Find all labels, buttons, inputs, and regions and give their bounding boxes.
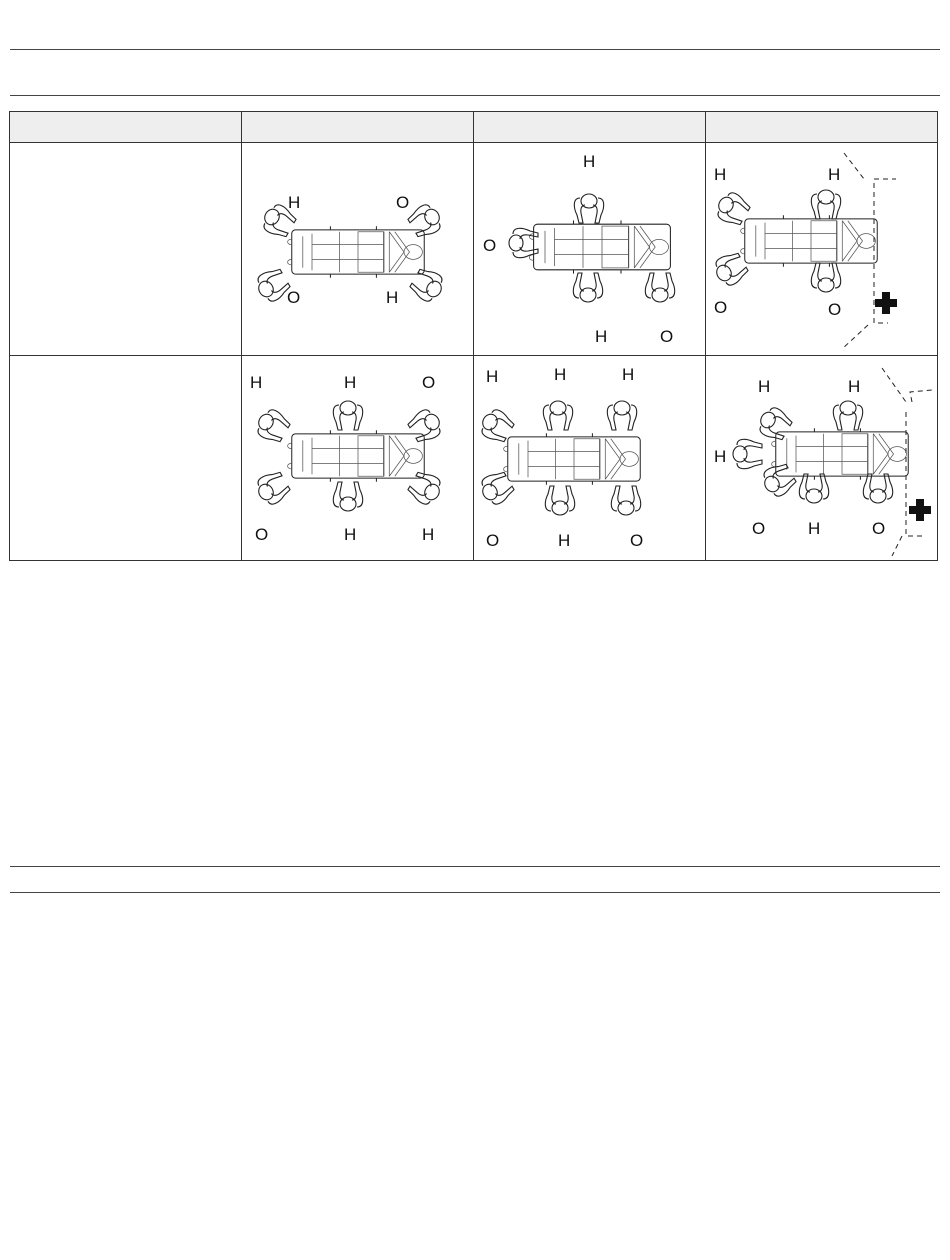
bearer-label: O <box>872 519 886 538</box>
dashed-path <box>882 368 932 556</box>
person-icon <box>574 194 603 223</box>
diagram-cell <box>242 356 474 561</box>
person-icon <box>333 401 362 430</box>
bearer-label: O <box>483 236 497 255</box>
first-aid-cross-icon <box>909 499 931 521</box>
person-icon <box>406 406 446 446</box>
bearer-label: H <box>422 525 435 544</box>
bearer-label: H <box>558 531 571 550</box>
bearer-label: O <box>752 519 766 538</box>
bearer-label: H <box>595 327 608 346</box>
person-icon <box>545 486 574 515</box>
bearer-label: O <box>486 531 500 550</box>
person-icon <box>406 468 446 508</box>
bearer-label: H <box>758 377 771 396</box>
bearer-label: O <box>660 327 674 346</box>
person-icon <box>408 265 448 305</box>
bearer-label: H <box>344 373 357 392</box>
table-row <box>10 143 938 356</box>
person-icon <box>811 190 840 219</box>
person-icon <box>543 401 572 430</box>
person-icon <box>477 406 517 446</box>
person-icon <box>573 273 602 302</box>
diagram-cell <box>474 356 706 561</box>
bearer-label: H <box>344 525 357 544</box>
person-icon <box>477 468 517 508</box>
bearer-label: H <box>250 373 263 392</box>
footer-rule-bottom <box>10 892 940 893</box>
bearer-label: H <box>808 519 821 538</box>
person-icon <box>645 273 674 302</box>
person-icon <box>833 401 862 430</box>
first-aid-cross-icon <box>875 292 897 314</box>
person-icon <box>863 474 892 503</box>
person-icon <box>406 201 446 241</box>
bearer-label: O <box>396 193 410 212</box>
stretcher-diagram <box>474 143 705 355</box>
stretcher-diagram <box>706 143 937 355</box>
bearer-label: H <box>554 365 567 384</box>
bearer-label: H <box>828 165 841 184</box>
header-cell <box>242 112 474 143</box>
bearer-label: O <box>287 288 301 307</box>
person-icon <box>611 486 640 515</box>
bearer-label: H <box>486 367 499 386</box>
bearer-label: O <box>630 531 644 550</box>
footer-rule-top <box>10 866 940 867</box>
bearer-label: H <box>622 365 635 384</box>
header-cell <box>474 112 706 143</box>
bearer-label: O <box>255 525 269 544</box>
bearer-label: O <box>422 373 436 392</box>
bearer-label: H <box>714 165 727 184</box>
stretcher-diagram <box>706 356 937 560</box>
bearer-label: H <box>386 288 399 307</box>
person-icon <box>713 189 753 229</box>
person-icon <box>333 482 362 511</box>
stretcher-icon <box>288 430 425 482</box>
bearer-label: O <box>828 300 842 319</box>
person-icon <box>607 401 636 430</box>
stretcher-diagram <box>242 356 473 560</box>
person-icon <box>733 439 762 468</box>
person-icon <box>811 263 840 292</box>
diagram-cell <box>706 143 938 356</box>
person-icon <box>759 460 799 500</box>
bearer-label: O <box>714 298 728 317</box>
row-label-cell <box>10 356 242 561</box>
person-icon <box>755 404 795 444</box>
bearer-label: H <box>288 193 301 212</box>
title-rule <box>10 95 940 96</box>
diagram-cell <box>242 143 474 356</box>
stretcher-carry-table <box>9 111 938 561</box>
stretcher-icon <box>741 215 878 267</box>
person-icon <box>253 468 293 508</box>
stretcher-diagram <box>474 356 705 560</box>
row-label-cell <box>10 143 242 356</box>
bearer-label: H <box>848 377 861 396</box>
header-cell <box>10 112 242 143</box>
table-row <box>10 356 938 561</box>
stretcher-icon <box>288 226 425 278</box>
stretcher-icon <box>504 433 641 485</box>
stretcher-diagram <box>242 143 473 355</box>
diagram-cell <box>706 356 938 561</box>
diagram-cell <box>474 143 706 356</box>
person-icon <box>253 406 293 446</box>
stretcher-icon <box>772 428 909 480</box>
stretcher-icon <box>529 220 670 273</box>
bearer-label: H <box>714 447 727 466</box>
top-rule <box>10 49 940 50</box>
header-cell <box>706 112 938 143</box>
bearer-label: H <box>583 152 596 171</box>
